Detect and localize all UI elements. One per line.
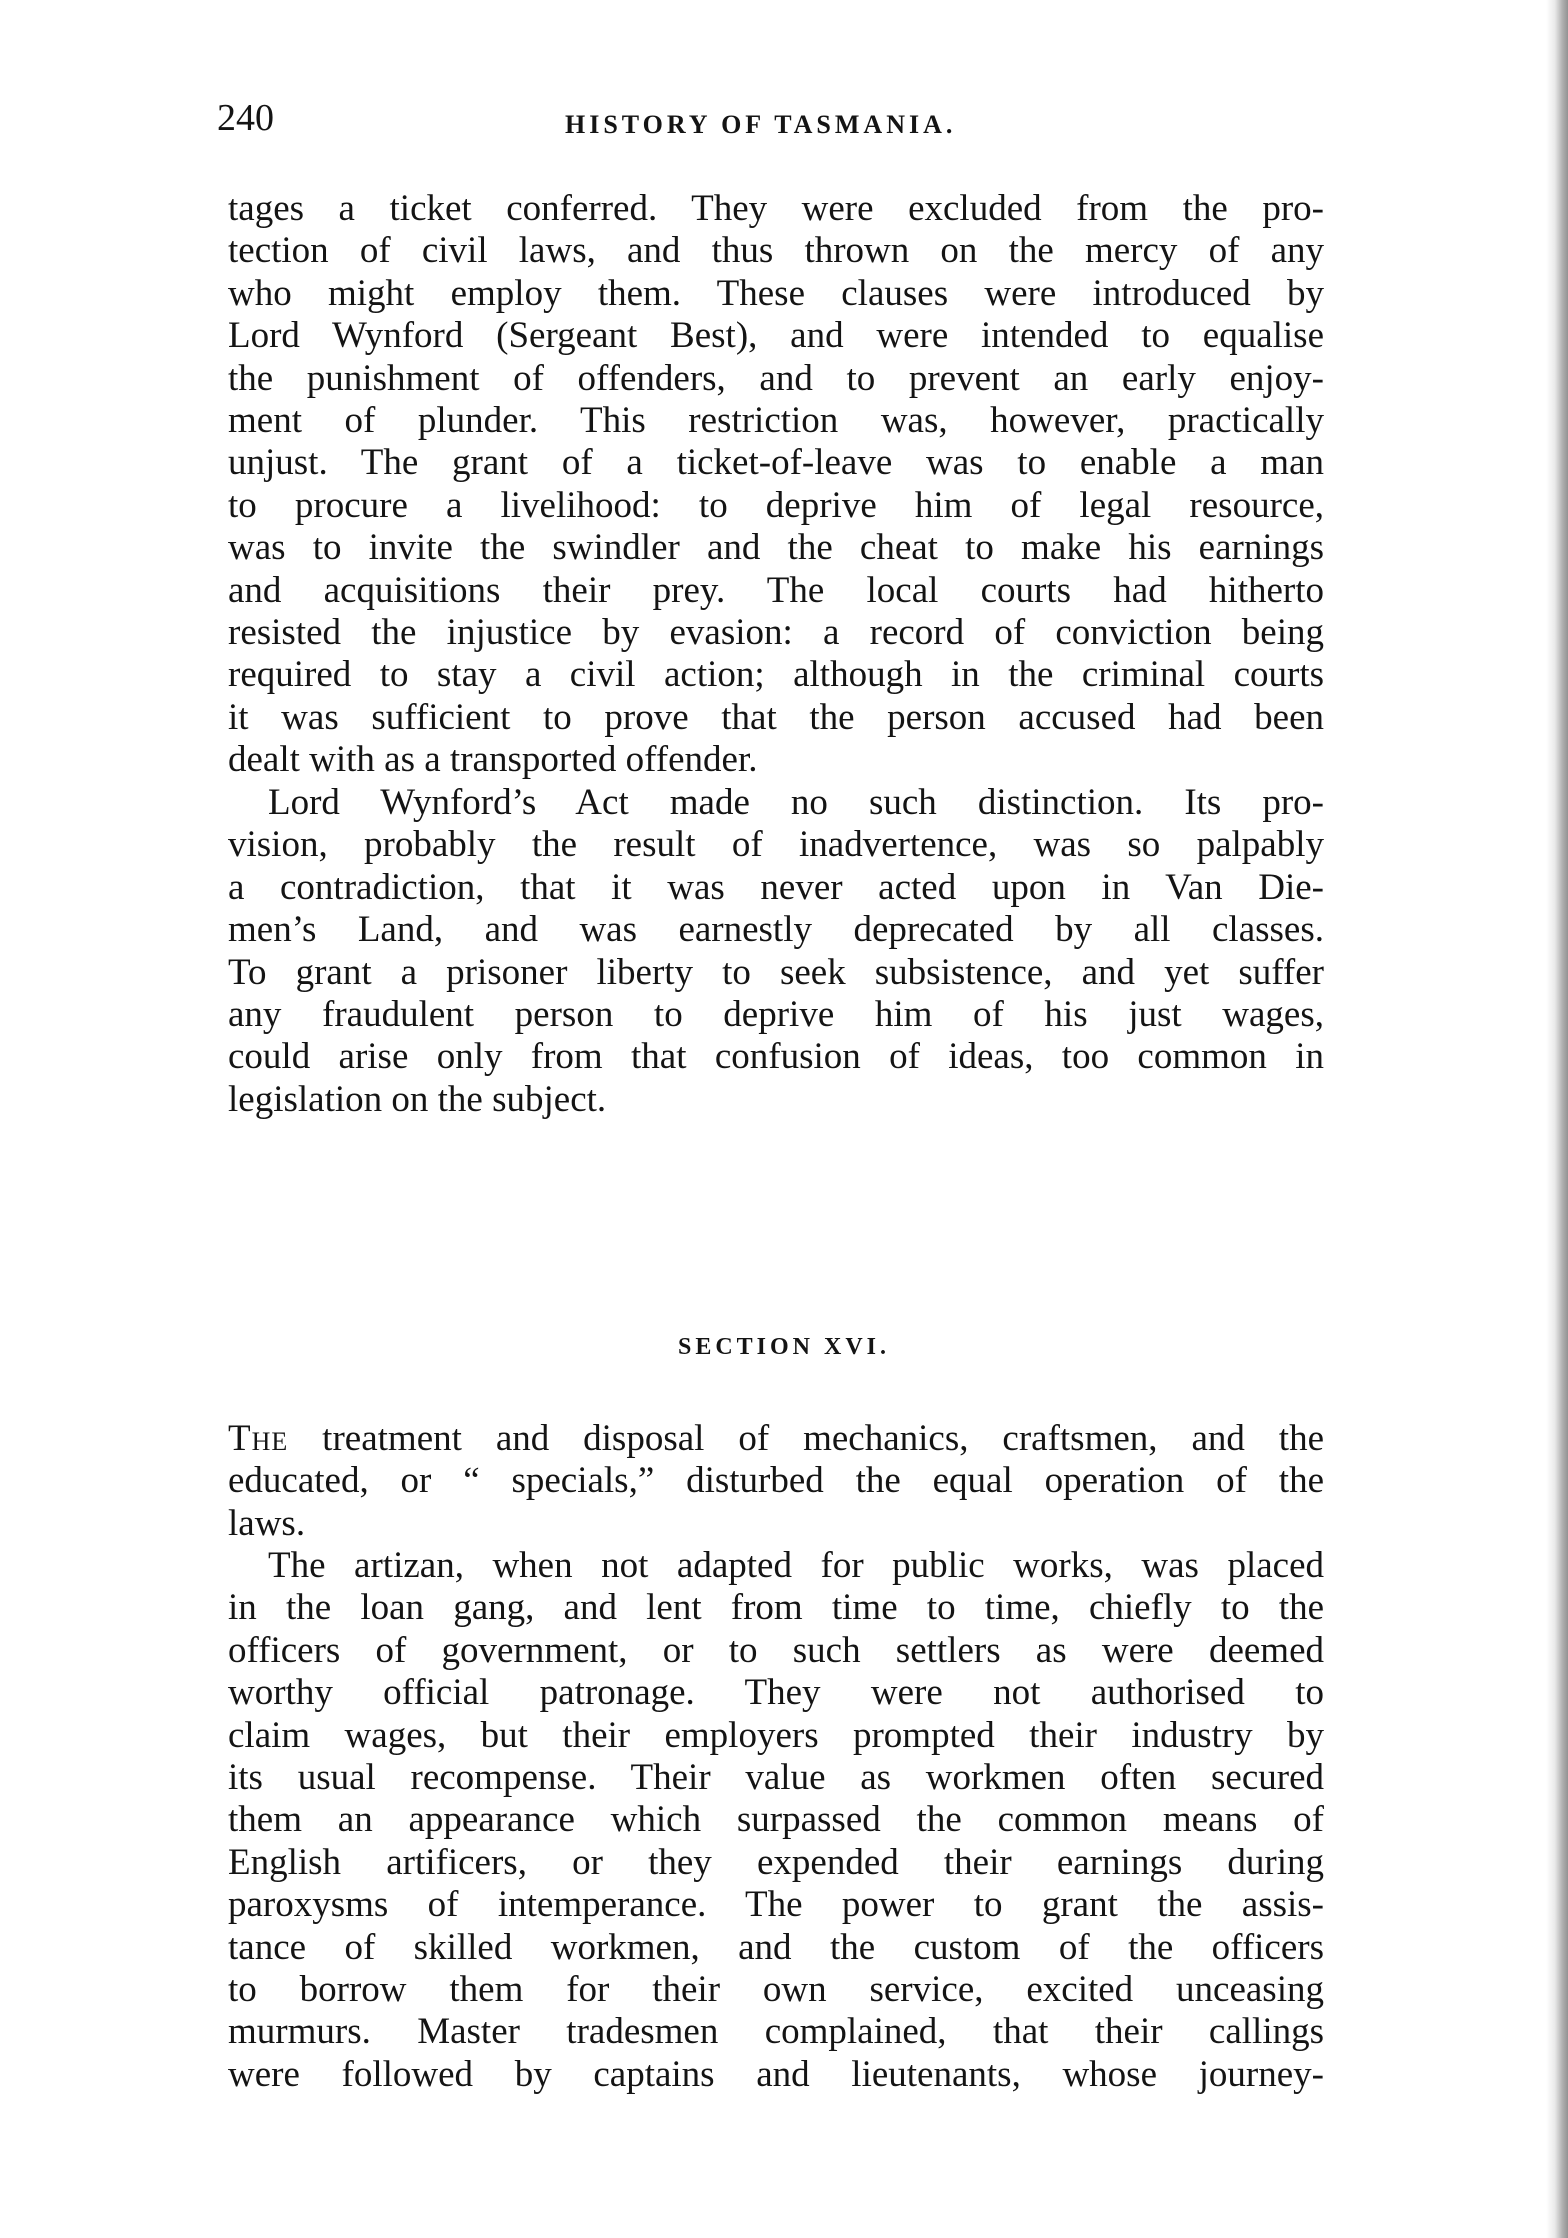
text-line: educated, or “ specials,” disturbed the equal operation of the [228,1460,1324,1502]
text-line: in the loan gang, and lent from time to time, chiefly to the [228,1587,1324,1629]
text-line: the punishment of offenders, and to prevent an early enjoy- [228,357,1324,399]
running-title: HISTORY OF TASMANIA. [565,110,957,139]
text-line: Lord Wynford (Sergeant Best), and were intended to equalise [228,315,1324,357]
text-line: worthy official patronage. They were not authorised to [228,1672,1324,1714]
text-line: a contradiction, that it was never acted upon in Van Die- [228,866,1324,908]
page-edge-shadow [1546,0,1568,2238]
text-line: To grant a prisoner liberty to seek subsistence, and yet suffer [228,951,1324,993]
text-line: claim wages, but their employers prompted their industry by [228,1714,1324,1756]
first-line-text: treatment and disposal of mechanics, craftsmen, and the [288,1418,1324,1459]
text-line: Lord Wynford’s Act made no such distinction. Its pro- [268,782,1324,823]
text-line: were followed by captains and lieutenants, whose journey- [228,2053,1324,2095]
text-line: legislation on the subject. [228,1078,607,1120]
text-line: tages a ticket conferred. They were excluded from the pro- [228,188,1324,229]
text-line: dealt with as a transported offender. [228,739,758,781]
text-line: English artificers, or they expended their earnings during [228,1841,1324,1883]
text-line: unjust. The grant of a ticket-of-leave was to enable a man [228,442,1324,484]
paragraph-3 [228,1418,1324,1545]
text-line [228,1418,1324,1460]
text-line: officers of government, or to such settlers as were deemed [228,1629,1324,1671]
paragraph-2 [228,782,1324,1121]
text-line: The artizan, when not adapted for public works, was placed [268,1545,1324,1586]
text-line: could arise only from that confusion of ideas, too common in [228,1036,1324,1078]
paragraph-1 [228,188,1324,781]
lead-word: The [228,1418,289,1459]
text-line: who might employ them. These clauses were introduced by [228,272,1324,314]
paragraph-4 [228,1545,1324,2096]
text-line: ment of plunder. This restriction was, however, practically [228,399,1324,441]
text-line: tance of skilled workmen, and the custom of the officers [228,1926,1324,1968]
text-line: it was sufficient to prove that the person accused had been [228,696,1324,738]
text-line: resisted the injustice by evasion: a record of conviction being [228,611,1324,653]
text-line: vision, probably the result of inadvertence, was so palpably [228,824,1324,866]
text-line: them an appearance which surpassed the common means of [228,1799,1324,1841]
text-line: was to invite the swindler and the cheat to make his earnings [228,527,1324,569]
text-line: to procure a livelihood: to deprive him of legal resource, [228,484,1324,526]
section-heading: SECTION XVI. [677,1334,891,1360]
text-line: and acquisitions their prey. The local courts had hitherto [228,569,1324,611]
text-line: murmurs. Master tradesmen complained, that their callings [228,2011,1324,2053]
text-line: to borrow them for their own service, excited unceasing [228,1968,1324,2010]
text-line: tection of civil laws, and thus thrown on the mercy of any [228,230,1324,272]
text-line: any fraudulent person to deprive him of his just wages, [228,993,1324,1035]
text-line: paroxysms of intemperance. The power to grant the assis- [228,1884,1324,1926]
text-line: men’s Land, and was earnestly deprecated by all classes. [228,909,1324,951]
text-line: its usual recompense. Their value as workmen often secured [228,1756,1324,1798]
page-number: 240 [217,97,274,139]
text-line: required to stay a civil action; although in the criminal courts [228,654,1324,696]
text-line: laws. [228,1502,306,1544]
